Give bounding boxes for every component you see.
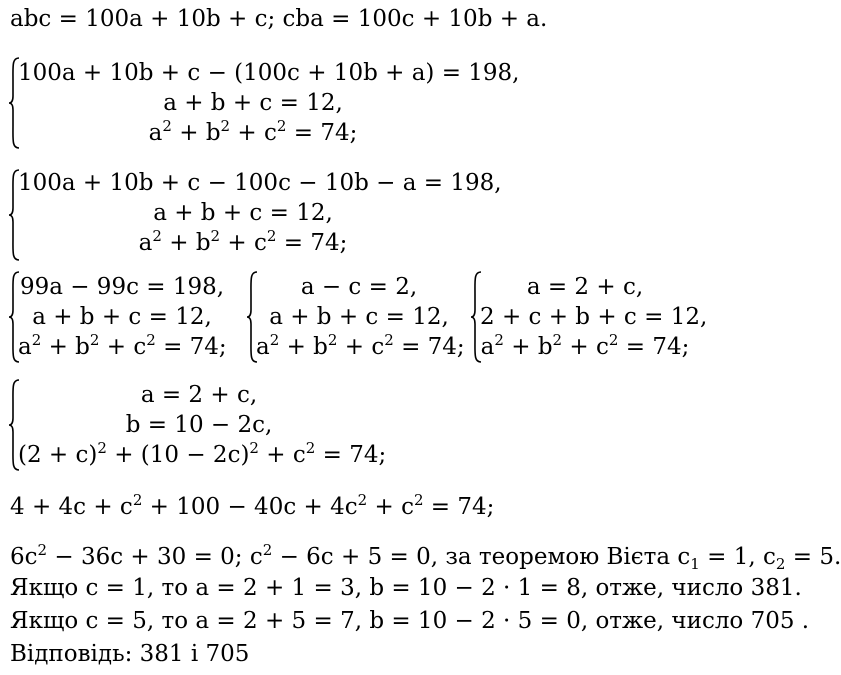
system-3b-row-1: a − c = 2,	[300, 274, 418, 300]
system-1-row-1: 100a + 10b + c − (100c + 10b + a) = 198,	[18, 60, 520, 86]
system-1-row-3: $a^2 + b^2 + c^2 = 74$;	[148, 117, 358, 146]
system-2-row-2: a + b + c = 12,	[153, 200, 333, 226]
quadratic-line: $6c^2 - 36c + 30 = 0$; $c^2 - 6c + 5 = 0$, за теоремою Вієта $c_1 = 1$, $c_2 = 5$.	[10, 541, 841, 573]
definition-line	[10, 8, 547, 31]
system-3b-row-3: $a^2 + b^2 + c^2 = 74$;	[256, 331, 465, 360]
system-3c-row-1: a = 2 + c,	[526, 274, 644, 300]
system-4-row-2: b = 10 − 2c,	[125, 412, 273, 438]
system-1-row-2: a + b + c = 12,	[163, 90, 343, 116]
system-4	[8, 378, 387, 472]
system-3c-row-2: 2 + c + b + c = 12,	[480, 304, 708, 330]
system-3a	[8, 270, 226, 364]
system-4-row-3: $(2 + c)^2 + (10 - 2c)^2 + c^2 = 74$;	[18, 439, 387, 468]
system-3a-row-3: $a^2 + b^2 + c^2 = 74$;	[18, 331, 227, 360]
system-1	[8, 56, 520, 150]
system-4-row-1: a = 2 + c,	[140, 382, 258, 408]
system-3b-row-2: a + b + c = 12,	[269, 304, 449, 330]
system-2	[8, 168, 502, 262]
system-3a-row-2: a + b + c = 12,	[32, 304, 212, 330]
answer-line: Відповідь: 381 і 705	[10, 641, 250, 667]
system-3c-row-3: $a^2 + b^2 + c^2 = 74$;	[480, 331, 690, 360]
case-1-line: Якщо c = 1, то a = 2 + 1 = 3, b = 10 − 2 · 1 = 8, отже, число 381.	[10, 575, 802, 601]
system-3a-row-1: 99a − 99c = 198,	[19, 274, 225, 300]
case-2-line: Якщо c = 5, то a = 2 + 5 = 7, b = 10 − 2 · 5 = 0, отже, число 705 .	[10, 608, 810, 634]
expanded-equation: $4 + 4c + c^2 + 100 - 40c + 4c^2 + c^2 = 74$;	[10, 491, 495, 520]
system-2-row-3: $a^2 + b^2 + c^2 = 74$;	[138, 227, 348, 256]
system-3b	[246, 270, 465, 364]
system-2-row-1: 100a + 10b + c − 100c − 10b − a = 198,	[18, 170, 502, 196]
definition-text: abc = 100a + 10b + c; cba = 100c + 10b + a.	[10, 6, 548, 32]
system-3c	[470, 270, 708, 364]
